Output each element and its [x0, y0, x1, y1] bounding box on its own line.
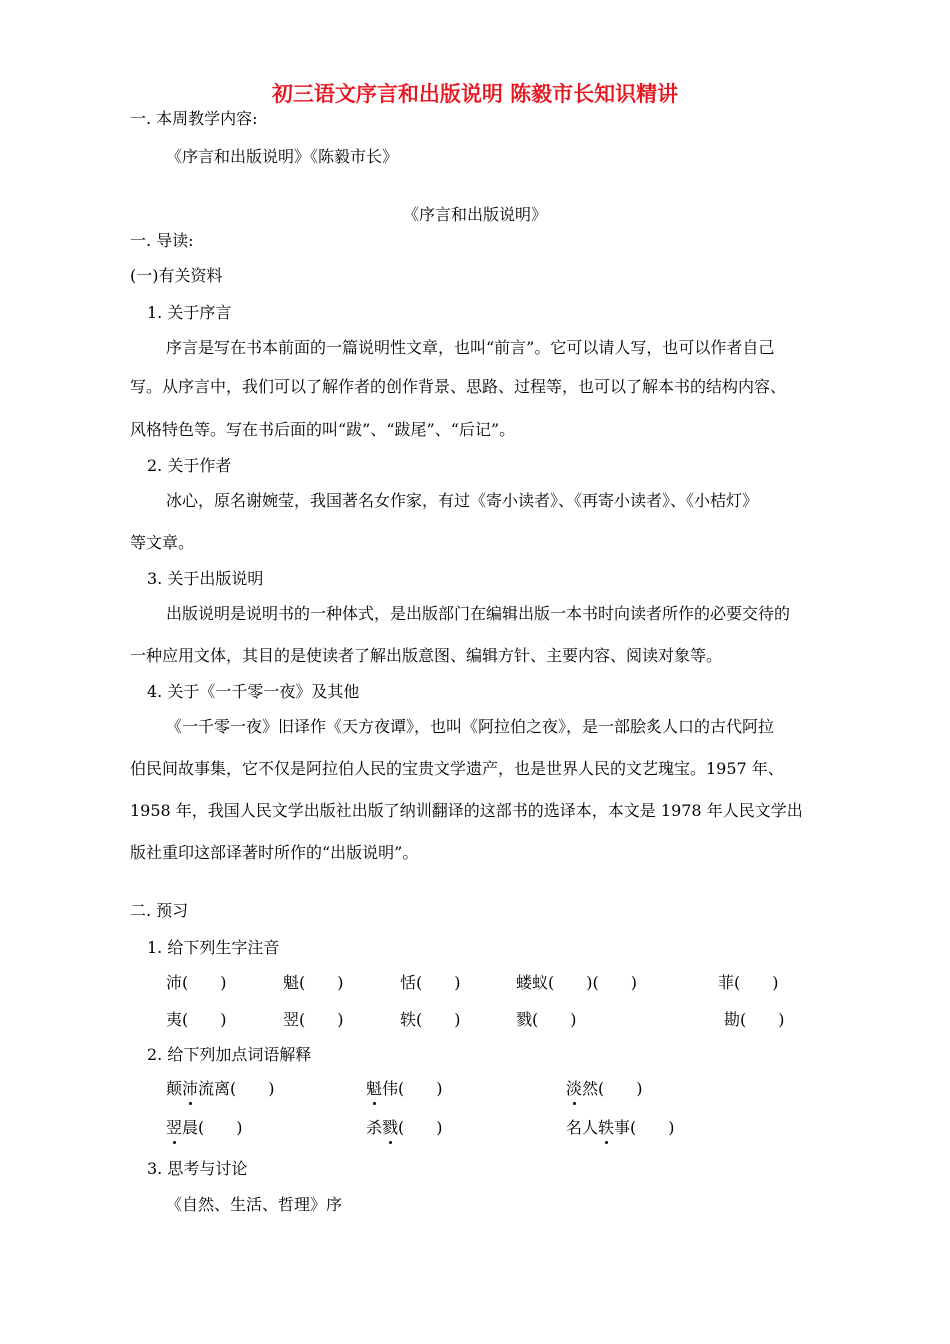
item-label: 3. 关于出版说明 — [147, 569, 264, 588]
document-title: 初三语文序言和出版说明 陈毅市长知识精讲 — [271, 81, 679, 106]
question-label: 2. 给下列加点词语解释 — [147, 1045, 312, 1064]
pinyin-blank: 魁( ) — [283, 973, 344, 992]
paragraph-line: 一种应用文体，其目的是使读者了解出版意图、编辑方针、主要内容、阅读对象等。 — [130, 646, 723, 665]
pinyin-blank: 菲( ) — [718, 973, 779, 992]
lesson-content: 《序言和出版说明》《陈毅市长》 — [166, 147, 399, 166]
guide-subheading: (一)有关资料 — [130, 266, 223, 285]
preview-heading: 二. 预习 — [130, 901, 189, 920]
question-label: 1. 给下列生字注音 — [147, 938, 280, 957]
guide-heading: 一. 导读: — [130, 231, 194, 250]
dotted-char: 轶 — [598, 1118, 615, 1137]
paragraph-line: 冰心，原名谢婉莹，我国著名女作家，有过《寄小读者》、《再寄小读者》、《小桔灯》 — [166, 491, 759, 510]
paragraph-line: 《一千零一夜》旧译作《天方夜谭》，也叫《阿拉伯之夜》，是一部脍炙人口的古代阿拉 — [166, 717, 775, 736]
vocab-item: 颠沛流离( ) — [166, 1079, 275, 1098]
pinyin-blank: 恬( ) — [400, 973, 461, 992]
pinyin-blank: 勘( ) — [724, 1010, 785, 1029]
dotted-char: 戮 — [382, 1118, 399, 1137]
dotted-char: 沛 — [182, 1079, 199, 1098]
vocab-item: 魁伟( ) — [366, 1079, 443, 1098]
item-label: 4. 关于《一千零一夜》及其他 — [147, 682, 360, 701]
paragraph-line: 1958 年，我国人民文学出版社出版了纳训翻译的这部书的选译本，本文是 1978 年人民文学出 — [130, 801, 803, 820]
pinyin-blank: 沛( ) — [166, 973, 227, 992]
question-label: 3. 思考与讨论 — [147, 1159, 248, 1178]
vocab-item: 名人轶事( ) — [566, 1118, 675, 1137]
paragraph-line: 伯民间故事集，它不仅是阿拉伯人民的宝贵文学遗产，也是世界人民的文艺瑰宝。1957 年、 — [130, 759, 784, 778]
paragraph-line: 序言是写在书本前面的一篇说明性文章，也叫“前言”。它可以请人写，也可以作者自己 — [166, 338, 775, 357]
pinyin-blank: 戮( ) — [516, 1010, 577, 1029]
paragraph-line: 版社重印这部译著时所作的“出版说明”。 — [130, 843, 419, 862]
article-title: 《序言和出版说明》 — [402, 205, 547, 224]
dotted-char: 淡 — [566, 1079, 583, 1098]
dotted-char: 魁 — [366, 1079, 383, 1098]
vocab-item: 淡然( ) — [566, 1079, 643, 1098]
pinyin-blank: 夷( ) — [166, 1010, 227, 1029]
pinyin-blank: 蝼蚁( )( ) — [516, 973, 637, 992]
paragraph-line: 等文章。 — [130, 533, 195, 552]
section-heading: 一. 本周教学内容: — [130, 109, 258, 128]
item-label: 1. 关于序言 — [147, 303, 232, 322]
vocab-item: 杀戮( ) — [366, 1118, 443, 1137]
paragraph-line: 出版说明是说明书的一种体式，是出版部门在编辑出版一本书时向读者所作的必要交待的 — [166, 604, 791, 623]
pinyin-blank: 翌( ) — [283, 1010, 344, 1029]
vocab-item: 翌晨( ) — [166, 1118, 243, 1137]
paragraph-line: 写。从序言中，我们可以了解作者的创作背景、思路、过程等，也可以了解本书的结构内容、 — [130, 377, 787, 396]
item-label: 2. 关于作者 — [147, 456, 232, 475]
paragraph-line: 风格特色等。写在书后面的叫“跋”、“跋尾”、“后记”。 — [130, 420, 516, 439]
discussion-item: 《自然、生活、哲理》序 — [166, 1195, 343, 1214]
pinyin-blank: 轶( ) — [400, 1010, 461, 1029]
dotted-char: 翌 — [166, 1118, 183, 1137]
